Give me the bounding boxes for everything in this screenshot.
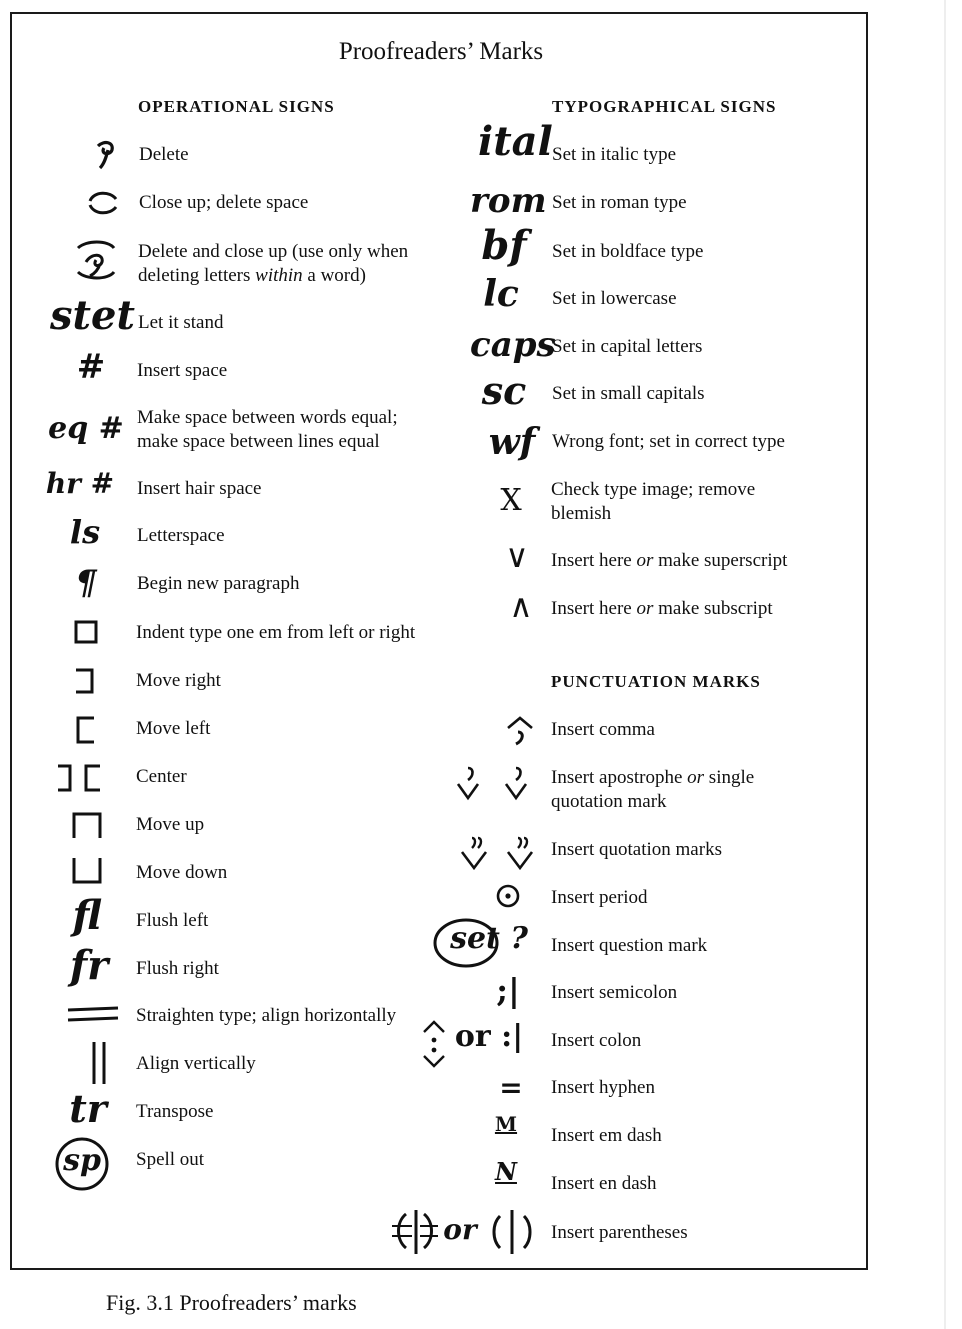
operational-label-equal-space-line1: Make space between words equal; (137, 407, 398, 428)
boldface-mark-icon: bf (481, 222, 527, 269)
typographical-label-lowercase: Set in lowercase (552, 288, 677, 309)
punctuation-label-apostrophe-line2: quotation mark (551, 791, 667, 812)
page-title: Proofreaders’ Marks (338, 38, 544, 65)
quotation-mark-icon (458, 834, 544, 874)
punctuation-label-apostrophe-a: Insert apostrophe (551, 767, 688, 788)
move-left-mark-icon (72, 714, 100, 746)
operational-label-move-up: Move up (136, 814, 205, 835)
transpose-mark-icon: tr (69, 1086, 107, 1131)
page-edge (944, 0, 946, 1329)
delete-mark-icon (90, 140, 124, 170)
punctuation-label-colon: Insert colon (551, 1030, 642, 1051)
typographical-label-boldface: Set in boldface type (552, 241, 704, 262)
punctuation-heading: PUNCTUATION MARKS (551, 672, 761, 691)
letterspace-mark-icon: ls (69, 513, 101, 551)
wrong-font-mark-icon: wf (488, 421, 536, 463)
straighten-mark-icon (66, 1004, 122, 1024)
punctuation-label-parentheses: Insert parentheses (551, 1222, 688, 1243)
typographical-label-italic: Set in italic type (552, 144, 677, 165)
operational-label-paragraph: Begin new paragraph (137, 573, 300, 594)
punctuation-label-apostrophe (551, 766, 754, 814)
move-up-mark-icon (70, 810, 106, 840)
operational-label-center: Center (136, 766, 187, 787)
delete-close-up-mark-icon (72, 238, 120, 282)
operational-label-move-left: Move left (136, 718, 211, 739)
punctuation-label-comma: Insert comma (551, 719, 655, 740)
apostrophe-mark-icon (454, 764, 540, 804)
punctuation-label-quotation: Insert quotation marks (551, 839, 722, 860)
typographical-label-subscript-em: or (636, 598, 654, 619)
punctuation-label-period: Insert period (551, 887, 648, 908)
typographical-label-superscript-em: or (636, 550, 654, 571)
spell-out-mark-text: sp (63, 1143, 101, 1178)
punctuation-label-hyphen: Insert hyphen (551, 1077, 655, 1098)
typographical-label-check-type-line2: blemish (551, 503, 612, 524)
operational-label-delete-close-up-line1: Delete and close up (use only when (138, 241, 409, 262)
en-dash-mark-icon: N (495, 1157, 517, 1186)
typographical-label-small-caps: Set in small capitals (552, 383, 705, 404)
parentheses-or-text: or (443, 1213, 477, 1246)
operational-label-straighten: Straighten type; align horizontally (136, 1005, 397, 1026)
operational-label-spell-out: Spell out (136, 1149, 205, 1170)
em-indent-mark-icon (72, 618, 100, 646)
operational-label-move-right: Move right (136, 670, 221, 691)
align-vertical-mark-icon (88, 1040, 112, 1086)
figure-caption: Fig. 3.1 Proofreaders’ marks (106, 1290, 357, 1315)
paragraph-mark-icon: ¶ (75, 563, 97, 603)
typographical-label-check-type-line1: Check type image; remove (551, 479, 756, 500)
typographical-label-capitals: Set in capital letters (552, 336, 703, 357)
operational-label-hair-space: Insert hair space (137, 478, 262, 499)
typographical-label-roman: Set in roman type (552, 192, 687, 213)
question-mark-text: set ? (450, 921, 528, 956)
operational-label-insert-space: Insert space (137, 360, 228, 381)
operational-label-letterspace: Letterspace (137, 525, 225, 546)
typographical-label-superscript-a: Insert here (551, 550, 637, 571)
parentheses-mark-icon (486, 1206, 540, 1258)
colon-caret-mark-icon (420, 1018, 450, 1070)
operational-label-delete-close-up-em: within (255, 265, 303, 286)
roman-mark-icon: rom (470, 181, 547, 221)
period-mark-icon (496, 884, 522, 910)
operational-label-align-vertical: Align vertically (136, 1053, 256, 1074)
subscript-mark-icon: ∧ (509, 587, 533, 625)
operational-label-flush-left: Flush left (136, 910, 209, 931)
punctuation-label-apostrophe-em: or (687, 767, 705, 788)
operational-label-stet: Let it stand (138, 312, 224, 333)
typographical-label-subscript-b: make subscript (653, 598, 773, 619)
hair-space-mark-icon: hr # (45, 467, 115, 500)
typographical-label-subscript (551, 597, 773, 621)
move-right-mark-icon (72, 666, 100, 696)
parentheses-left-mark-icon (384, 1206, 442, 1258)
insert-space-mark-icon: # (76, 347, 106, 387)
em-dash-mark-icon: M (494, 1112, 518, 1136)
typographical-label-wrong-font: Wrong font; set in correct type (552, 431, 785, 452)
comma-mark-icon (504, 714, 536, 748)
operational-label-equal-space-line2: make space between lines equal (137, 431, 380, 452)
punctuation-label-apostrophe-b: single (704, 767, 755, 788)
small-caps-mark-icon: sc (481, 368, 527, 413)
operational-label-move-down: Move down (136, 862, 228, 883)
italic-mark-icon: ital (478, 118, 553, 165)
capitals-mark-icon: caps (470, 325, 556, 365)
equal-space-mark-icon: eq # (48, 411, 124, 446)
operational-label-delete-close-up-end: a word) (302, 265, 366, 286)
operational-label-delete: Delete (139, 144, 189, 165)
center-mark-icon (54, 762, 106, 794)
typographical-label-subscript-a: Insert here (551, 598, 637, 619)
move-down-mark-icon (70, 856, 106, 886)
colon-mark-icon: or :| (454, 1019, 524, 1054)
punctuation-label-question: Insert question mark (551, 935, 708, 956)
operational-label-close-up: Close up; delete space (139, 192, 309, 213)
hyphen-mark-icon: = (499, 1071, 523, 1104)
punctuation-label-em-dash: Insert em dash (551, 1125, 662, 1146)
operational-label-em-indent: Indent type one em from left or right (136, 622, 416, 643)
superscript-mark-icon: ∨ (505, 537, 529, 575)
punctuation-label-en-dash: Insert en dash (551, 1173, 657, 1194)
operational-label-flush-right: Flush right (136, 958, 219, 979)
operational-label-delete-close-up (138, 240, 408, 288)
stet-mark-icon: stet (50, 292, 135, 339)
operational-label-delete-close-up-line2: deleting letters (138, 265, 256, 286)
flush-left-mark-icon: fl (72, 892, 102, 939)
operational-label-equal-space (137, 406, 398, 454)
check-type-mark-icon: X (500, 483, 522, 518)
typographical-label-superscript-b: make superscript (653, 550, 788, 571)
lowercase-mark-icon: lc (483, 273, 519, 315)
flush-right-mark-icon: fr (69, 942, 109, 989)
typographical-label-superscript (551, 549, 787, 573)
operational-heading: OPERATIONAL SIGNS (138, 97, 335, 116)
operational-label-transpose: Transpose (136, 1101, 214, 1122)
typographical-label-check-type (551, 478, 755, 526)
close-up-mark-icon (86, 189, 120, 217)
punctuation-label-semicolon: Insert semicolon (551, 982, 678, 1003)
typographical-heading: TYPOGRAPHICAL SIGNS (552, 97, 777, 116)
semicolon-mark-icon: ;| (496, 971, 520, 1009)
